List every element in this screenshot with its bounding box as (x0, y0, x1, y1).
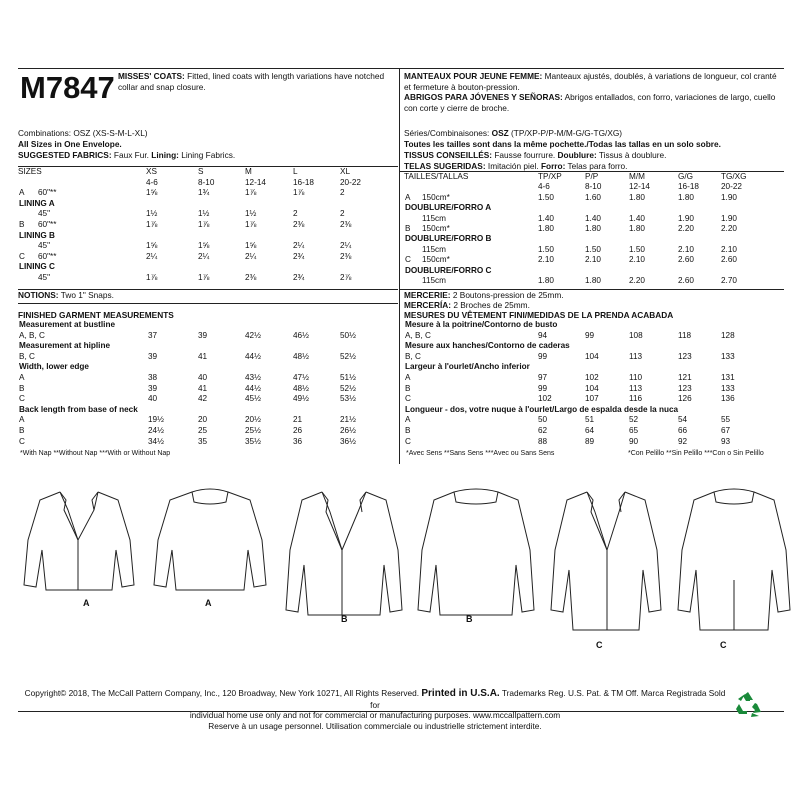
table-cell: 1⅞ (198, 273, 210, 282)
table-cell: 133 (721, 351, 735, 361)
table-cell: 1.80 (678, 192, 694, 202)
size-range: 12-14 (629, 182, 650, 192)
row-label: C (19, 436, 25, 446)
copyright-block (20, 688, 730, 731)
series-osz: OSZ (491, 128, 509, 138)
row-label: B (405, 224, 411, 233)
table-cell: 21½ (340, 415, 356, 425)
table-cell: 25½ (245, 426, 261, 435)
size-range: 8-10 (198, 177, 215, 187)
size-range: 4-6 (538, 182, 550, 192)
merceria (404, 300, 530, 311)
row-label: B (19, 383, 25, 393)
table-cell: 42½ (245, 330, 261, 340)
table-cell: 51½ (340, 373, 356, 382)
table-cell: 121 (678, 373, 692, 382)
row-label: Measurement at hipline (19, 341, 110, 351)
table-cell: 52½ (340, 351, 356, 361)
size-header: S (198, 167, 204, 176)
table-cell: 99 (585, 330, 595, 340)
combinations-value: OSZ (XS-S-M-L-XL) (71, 128, 148, 138)
row-label: Width, lower edge (19, 362, 89, 372)
table-cell: 65 (629, 426, 639, 435)
table-cell: 1⅝ (198, 241, 210, 251)
table-cell: 1.80 (629, 224, 645, 233)
table-cell: 1⅝ (146, 241, 158, 251)
series-combinaisons (404, 128, 622, 139)
table-cell: 2⅜ (340, 220, 352, 229)
row-label: B (19, 426, 25, 435)
series-label: Séries/Combinaisones: (404, 128, 492, 138)
table-cell: 64 (585, 426, 595, 435)
size-header-label: TAILLES/TALLAS (404, 172, 469, 181)
size-header: XL (340, 167, 351, 176)
size-range: 16-18 (293, 177, 314, 187)
row-label: C (19, 251, 25, 261)
table-cell: 116 (629, 394, 643, 404)
size-header: L (293, 167, 298, 176)
forro-label: Forro: (540, 161, 566, 171)
telas (404, 161, 627, 172)
series-rest: (TP/XP-P/P-M/M-G/G-TG/XG) (508, 128, 623, 138)
table-cell: 41 (198, 383, 208, 393)
table-cell: 26½ (340, 426, 356, 435)
table-cell: 1.90 (678, 213, 694, 223)
table-cell: 2 (340, 209, 345, 219)
table-cell: 1¾ (198, 188, 210, 198)
row-label: B (405, 426, 411, 435)
table-cell: 1.50 (538, 192, 554, 202)
row-label: A (405, 415, 411, 425)
description-fr-title: MANTEAUX POUR JEUNE FEMME: (404, 71, 543, 81)
fabrics-label: SUGGESTED FABRICS: (18, 150, 112, 160)
table-cell: 41 (198, 351, 208, 361)
row-label: A (405, 373, 411, 382)
figure-label: A (83, 598, 90, 608)
size-range: 4-6 (146, 177, 158, 187)
table-cell: 2.60 (678, 276, 694, 285)
fabrics-value: Faux Fur. (111, 150, 152, 160)
table-cell: 21 (293, 415, 303, 425)
table-cell: 94 (538, 330, 548, 340)
row-label: C (405, 394, 411, 404)
fabric-width: 150cm* (422, 224, 450, 233)
fabric-width: 45" (38, 273, 51, 282)
table-cell: 24½ (148, 426, 164, 435)
size-header: M/M (629, 172, 645, 181)
tissus-label: TISSUS CONSEILLÉS: (404, 150, 493, 160)
table-cell: 47½ (293, 373, 309, 382)
table-cell: 102 (585, 373, 599, 382)
table-cell: 34½ (148, 436, 164, 446)
combinations-label: Combinations: (18, 128, 72, 138)
fabric-width: 150cm* (422, 255, 450, 265)
figure-c-back (678, 489, 790, 630)
table-cell: 35½ (245, 436, 261, 446)
table-cell: 102 (538, 394, 552, 404)
table-cell: 2.60 (678, 255, 694, 265)
table-cell: 36½ (340, 436, 356, 446)
row-label: A (19, 373, 25, 382)
table-cell: 104 (585, 383, 599, 393)
figure-label: C (596, 640, 603, 650)
tissus-value: Fausse fourrure. (492, 150, 558, 160)
table-cell: 1.80 (538, 224, 554, 233)
row-label: Largeur à l'ourlet/Ancho inferior (405, 362, 530, 372)
row-label: B (19, 220, 25, 229)
row-label: Back length from base of neck (19, 404, 138, 414)
size-header: P/P (585, 172, 599, 181)
table-cell: 52 (629, 415, 639, 425)
table-cell: 2.20 (678, 224, 694, 233)
row-label: Measurement at bustline (19, 320, 115, 329)
divider (18, 303, 398, 304)
copyright-text: Copyright© 2018, The McCall Pattern Company, Inc., 120 Broadway, New York 10271, All Rights Reserved. (24, 688, 422, 698)
recycle-icon (733, 690, 763, 720)
row-label: B, C (405, 351, 421, 361)
table-cell: 2¾ (293, 273, 305, 282)
row-label: C (19, 394, 25, 404)
row-label: Mesure à la poitrine/Contorno de busto (405, 320, 558, 329)
trademark-text: Trademarks Reg. U.S. Pat. & TM Off. Marca Registrada Sold for (370, 688, 726, 710)
telas-label: TELAS SUGERIDAS: (404, 161, 486, 171)
table-cell: 1⅝ (245, 241, 257, 251)
table-cell: 92 (678, 436, 688, 446)
row-label: A, B, C (19, 330, 45, 340)
row-label: LINING A (19, 198, 55, 208)
description-fr (404, 71, 784, 92)
row-label: Longueur - dos, votre nuque à l'ourlet/Largo de espalda desde la nuca (405, 404, 679, 414)
size-header: G/G (678, 172, 694, 181)
table-cell: 26 (293, 426, 303, 435)
table-cell: 43½ (245, 373, 261, 382)
table-cell: 2.20 (629, 276, 645, 285)
description-en-text: Fitted, lined coats with length variations have notched collar and snap closure. (118, 71, 385, 92)
table-cell: 2¼ (146, 251, 158, 261)
table-cell: 38 (148, 373, 158, 382)
row-label: LINING C (19, 262, 55, 272)
pattern-number: M7847 (20, 70, 115, 105)
table-cell: 42 (198, 394, 208, 404)
doublure-value: Tissus à doublure. (596, 150, 667, 160)
row-label: DOUBLURE/FORRO B (405, 234, 492, 244)
table-cell: 52½ (340, 383, 356, 393)
row-label: Mesure aux hanches/Contorno de caderas (405, 341, 570, 351)
table-cell: 2¼ (245, 251, 257, 261)
table-cell: 2.70 (721, 276, 737, 285)
table-cell: 19½ (148, 415, 164, 425)
table-cell: 1.90 (721, 213, 737, 223)
figure-label: B (341, 614, 348, 624)
size-header: TG/XG (721, 172, 747, 181)
table-cell: 2.10 (538, 255, 554, 265)
table-cell: 133 (721, 383, 735, 393)
table-cell: 1.80 (585, 276, 601, 285)
table-cell: 1.90 (721, 192, 737, 202)
table-cell: 45½ (245, 394, 261, 404)
fabric-width: 115cm (422, 244, 446, 254)
center-divider (399, 68, 400, 464)
table-cell: 2.60 (721, 255, 737, 265)
garment-illustrations (0, 470, 800, 670)
table-cell: 50 (538, 415, 548, 425)
table-cell: 39 (148, 383, 158, 393)
table-cell: 1⅞ (245, 188, 257, 198)
figure-label: A (205, 598, 212, 608)
mercerie (404, 290, 564, 301)
fabric-width: 115cm (422, 276, 446, 285)
row-label: DOUBLURE/FORRO A (405, 203, 492, 213)
row-label: DOUBLURE/FORRO C (405, 265, 492, 275)
combinations (18, 128, 148, 139)
table-cell: 51 (585, 415, 595, 425)
table-cell: 99 (538, 383, 548, 393)
table-cell: 49½ (293, 394, 309, 404)
row-label: A (19, 415, 25, 425)
table-cell: 40 (148, 394, 158, 404)
table-cell: 2 (293, 209, 298, 219)
table-cell: 123 (678, 351, 692, 361)
table-cell: 2⅞ (340, 273, 352, 282)
table-cell: 108 (629, 330, 643, 340)
table-cell: 1.40 (629, 213, 645, 223)
table-cell: 1.50 (538, 244, 554, 254)
table-cell: 62 (538, 426, 548, 435)
table-cell: 2 (340, 188, 345, 198)
table-cell: 88 (538, 436, 548, 446)
mercerie-label: MERCERIE: (404, 290, 451, 300)
notions-value: Two 1" Snaps. (58, 290, 114, 300)
all-sizes-note: All Sizes in One Envelope. (18, 139, 122, 149)
description-fr-text: Manteaux ajustés, doublés, à variations de longueur, col cranté et fermeture à bouton-pression. (404, 71, 777, 92)
table-cell: 2¾ (293, 251, 305, 261)
table-cell: 37 (148, 330, 158, 340)
fabric-width: 115cm (422, 213, 446, 223)
table-cell: 50½ (340, 330, 356, 340)
description-en (118, 71, 393, 92)
table-cell: 89 (585, 436, 595, 446)
mercerie-value: 2 Boutons-pression de 25mm. (450, 290, 564, 300)
table-cell: 1.50 (585, 244, 601, 254)
row-label: B (405, 383, 411, 393)
table-cell: 53½ (340, 394, 356, 404)
table-cell: 123 (678, 383, 692, 393)
table-cell: 118 (678, 330, 692, 340)
table-cell: 48½ (293, 351, 309, 361)
row-label: LINING B (19, 230, 55, 240)
table-cell: 1.80 (585, 224, 601, 233)
table-cell: 97 (538, 373, 548, 382)
tissus (404, 150, 666, 161)
figure-a-front (24, 492, 134, 590)
table-cell: 136 (721, 394, 735, 404)
table-cell: 25 (198, 426, 208, 435)
table-cell: 55 (721, 415, 731, 425)
lining-value: Lining Fabrics. (178, 150, 236, 160)
lining-label: Lining: (151, 150, 179, 160)
fabric-width: 45" (38, 241, 51, 251)
table-cell: 1⅞ (146, 220, 158, 229)
table-cell: 110 (629, 373, 643, 382)
copyright-line-1 (20, 688, 730, 710)
table-cell: 40 (198, 373, 208, 382)
table-cell: 1⅞ (198, 220, 210, 229)
table-cell: 126 (678, 394, 692, 404)
size-range: 12-14 (245, 177, 266, 187)
notions (18, 290, 114, 301)
table-cell: 46½ (293, 330, 309, 340)
size-range: 8-10 (585, 182, 602, 192)
telas-value: Imitación piel. (485, 161, 541, 171)
table-cell: 1½ (146, 209, 158, 219)
doublure-label: Doublure: (557, 150, 597, 160)
fabric-width: 150cm* (422, 192, 450, 202)
table-cell: 20½ (245, 415, 261, 425)
table-cell: 1.80 (538, 276, 554, 285)
suggested-fabrics (18, 150, 235, 161)
top-rule (18, 68, 784, 69)
table-cell: 35 (198, 436, 208, 446)
fabric-width: 45" (38, 209, 51, 219)
table-cell: 2.10 (585, 255, 601, 265)
copyright-line-2: individual home use only and not for commercial or manufacturing purposes. www.mccallpattern.com (189, 710, 561, 721)
table-cell: 90 (629, 436, 639, 446)
row-label: A, B, C (405, 330, 431, 340)
copyright-line-3: Reserve à un usage personnel. Utilisation commerciale ou industrielle strictement interdite. (208, 720, 542, 731)
size-header: TP/XP (538, 172, 562, 181)
table-cell: 2¼ (293, 241, 305, 251)
table-cell: 1½ (198, 209, 210, 219)
table-cell: 2⅜ (293, 220, 305, 229)
figure-b-front (286, 492, 402, 615)
table-cell: 1⅞ (146, 273, 158, 282)
table-cell: 36 (293, 436, 303, 446)
footnote-es: *Con Pelillo **Sin Pelillo ***Con o Sin Pelillo (628, 450, 764, 457)
description-es-title: ABRIGOS PARA JÓVENES Y SEÑORAS: (404, 92, 563, 102)
table-cell: 128 (721, 330, 735, 340)
table-cell: 44½ (245, 383, 261, 393)
row-label: C (405, 436, 411, 446)
table-cell: 2.20 (721, 224, 737, 233)
table-cell: 2¼ (198, 251, 210, 261)
figure-a-back (154, 489, 266, 590)
row-label: B, C (19, 351, 35, 361)
table-cell: 48½ (293, 383, 309, 393)
table-cell: 39 (198, 330, 208, 340)
row-label: C (405, 255, 411, 265)
table-cell: 20 (198, 415, 208, 425)
table-cell: 1.80 (629, 192, 645, 202)
table-cell: 1⅝ (146, 188, 158, 198)
table-cell: 2⅜ (245, 273, 257, 282)
table-cell: 131 (721, 373, 735, 382)
size-header: M (245, 167, 252, 176)
measure-title-en: FINISHED GARMENT MEASUREMENTS (18, 310, 174, 320)
table-cell: 1⅞ (293, 188, 305, 198)
table-cell: 39 (148, 351, 158, 361)
table-cell: 2¼ (340, 241, 352, 251)
table-cell: 1½ (245, 209, 257, 219)
figure-b-back (418, 489, 534, 615)
merceria-label: MERCERÍA: (404, 300, 452, 310)
measure-title-fr: MESURES DU VÊTEMENT FINI/MEDIDAS DE LA PRENDA ACABADA (404, 310, 674, 320)
table-cell: 2.10 (678, 244, 694, 254)
notions-label: NOTIONS: (18, 290, 59, 300)
footnote-en: *With Nap **Without Nap ***With or Without Nap (20, 450, 171, 457)
table-cell: 67 (721, 426, 731, 435)
description-es-text: Abrigos entallados, con forro, variaciones de largo, cuello con corte y cierre de broche. (404, 92, 776, 113)
table-cell: 113 (629, 351, 643, 361)
table-cell: 2.10 (629, 255, 645, 265)
figure-label: C (720, 640, 727, 650)
table-cell: 1⅞ (245, 220, 257, 229)
table-cell: 93 (721, 436, 731, 446)
forro-value: Telas para forro. (565, 161, 628, 171)
size-header: XS (146, 167, 157, 176)
figure-label: B (466, 614, 473, 624)
table-cell: 1.40 (585, 213, 601, 223)
table-cell: 1.40 (538, 213, 554, 223)
printed-in-usa: Printed in U.S.A. (421, 688, 500, 699)
fabric-width: 60"** (38, 251, 57, 261)
fabric-width: 60"** (38, 220, 57, 229)
table-cell: 54 (678, 415, 688, 425)
size-range: 20-22 (340, 177, 361, 187)
table-cell: 66 (678, 426, 688, 435)
table-cell: 107 (585, 394, 599, 404)
table-cell: 1.60 (585, 192, 601, 202)
merceria-value: 2 Broches de 25mm. (451, 300, 530, 310)
footnote-fr: *Avec Sens **Sans Sens ***Avec ou Sans Sens (406, 450, 555, 457)
table-cell: 104 (585, 351, 599, 361)
table-cell: 44½ (245, 351, 261, 361)
row-label: A (405, 192, 411, 202)
size-range: 20-22 (721, 182, 742, 192)
size-range: 16-18 (678, 182, 699, 192)
size-header-label: SIZES (18, 167, 42, 176)
description-en-title: MISSES' COATS: (118, 71, 185, 81)
table-cell: 1.50 (629, 244, 645, 254)
description-es (404, 92, 784, 113)
row-label: A (19, 188, 25, 198)
figure-c-front (551, 492, 661, 630)
table-cell: 99 (538, 351, 548, 361)
all-sizes-note-fr: Toutes les tailles sont dans la même pochette./Todas las tallas en un solo sobre. (404, 139, 721, 149)
table-cell: 2.10 (721, 244, 737, 254)
fabric-width: 60"** (38, 188, 57, 198)
table-cell: 2⅜ (340, 251, 352, 261)
table-cell: 113 (629, 383, 643, 393)
